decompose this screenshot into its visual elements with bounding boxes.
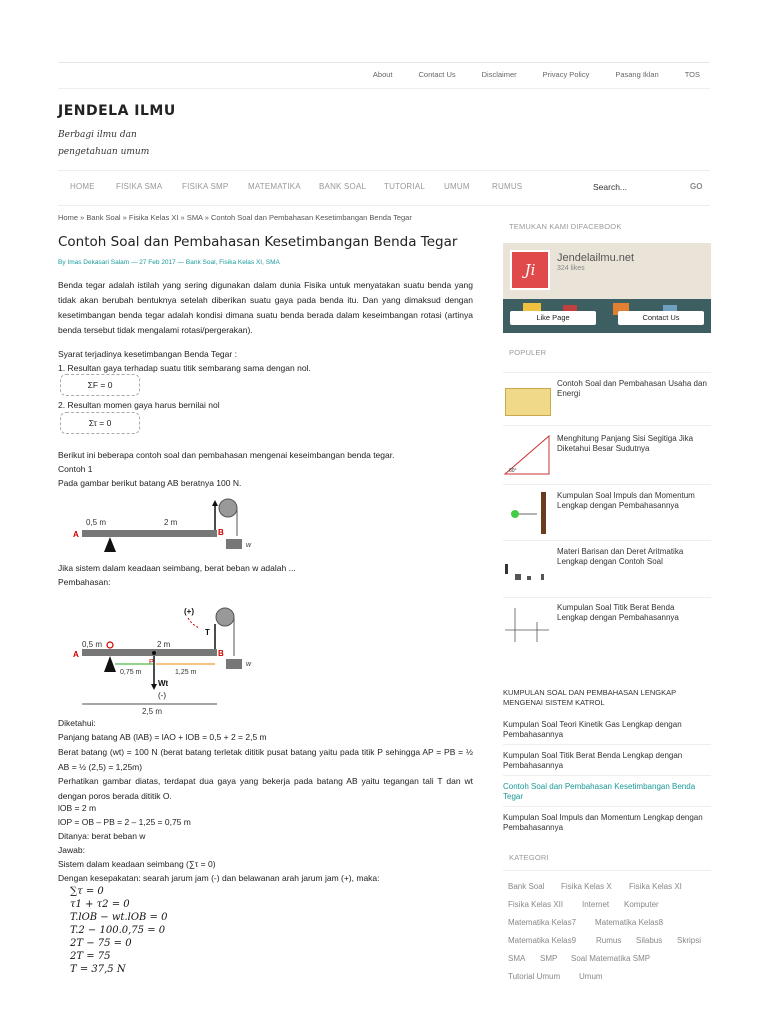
fb-like-button[interactable]: Like Page — [510, 311, 596, 325]
fig2-dist-25: 2,5 m — [142, 707, 163, 716]
formula-sigma-f: ΣF = 0 — [60, 374, 140, 396]
diketahui-1: Panjang batang AB (lAB) = lAO + lOB = 0,5 + 2 = 2,5 m — [58, 732, 267, 742]
kategori-tag[interactable]: Matematika Kelas8 — [595, 918, 664, 927]
topnav-privacy[interactable]: Privacy Policy — [542, 70, 590, 79]
fig1-dist-2: 2 m — [164, 518, 178, 527]
kategori-tag[interactable]: Matematika Kelas9 — [508, 936, 577, 945]
nav-tutorial[interactable]: TUTORIAL — [384, 182, 426, 191]
contoh-label: Contoh 1 — [58, 464, 93, 474]
breadcrumb[interactable]: Home » Bank Soal » Fisika Kelas XI » SMA » Contoh Soal dan Pembahasan Kesetimbangan Benda Tegar — [58, 213, 412, 222]
diketahui-2: Berat batang (wt) = 100 N (berat batang terletak dititik pusat batang yaitu pada titik P sehingga AP = PB = ½ AB = ½ (2,5) = 1,25m) — [58, 747, 473, 772]
fig2-dist-075: 0,75 m — [120, 669, 142, 676]
jika-text: Jika sistem dalam keadaan seimbang, berat beban w adalah ... — [58, 563, 296, 573]
kategori-tag[interactable]: Skripsi — [677, 936, 702, 945]
fb-contact-button[interactable]: Contact Us — [618, 311, 704, 325]
ditanya-text: Ditanya: berat beban w — [58, 831, 146, 841]
top-divider — [58, 62, 710, 63]
fb-page-name[interactable]: Jendelailmu.net — [557, 252, 635, 264]
kategori-tag[interactable]: Umum — [579, 972, 603, 981]
populer-item-2[interactable]: Menghitung Panjang Sisi Segitiga Jika Diketahui Besar Sudutnya — [557, 434, 694, 453]
populer-thumb-1[interactable] — [503, 378, 551, 420]
kumpulan-link-3-active[interactable]: Contoh Soal dan Pembahasan Kesetimbangan Benda Tegar — [503, 782, 696, 801]
divider — [503, 806, 711, 807]
fig1-label-b: B — [218, 528, 224, 537]
pembahasan-label: Pembahasan: — [58, 577, 111, 587]
jawab-2: Dengan kesepakatan: searah jarum jam (-) dan belawanan arah jarum jam (+), maka: — [58, 873, 380, 883]
populer-item-5[interactable]: Kumpulan Soal Titik Berat Benda Lengkap dengan Pembahasannya — [557, 603, 679, 622]
fig2-label-w: w — [246, 661, 252, 668]
equation-line: 2T − 75 = 0 — [70, 938, 132, 949]
lever-figure-1 — [60, 494, 280, 558]
populer-thumb-4[interactable] — [503, 546, 553, 592]
kategori-tag[interactable]: Silabus — [636, 936, 663, 945]
formula-sigma-tau: Στ = 0 — [60, 412, 140, 434]
fig1-label-a: A — [73, 530, 79, 539]
topnav-tos[interactable]: TOS — [684, 70, 700, 79]
kategori-tag[interactable]: Fisika Kelas XI — [629, 882, 682, 891]
fig2-dist-05: 0,5 m — [82, 640, 103, 649]
fb-widget[interactable] — [503, 243, 711, 333]
fb-page-logo: Ji — [510, 250, 550, 290]
nav-umum[interactable]: UMUM — [444, 182, 470, 191]
kumpulan-heading: KUMPULAN SOAL DAN PEMBAHASAN LENGKAP MENGENAI SISTEM KATROL — [503, 688, 676, 707]
nav-rumus[interactable]: RUMUS — [492, 182, 523, 191]
fig2-plus: (+) — [184, 607, 194, 616]
nav-home[interactable]: HOME — [70, 182, 95, 191]
diketahui-3: Perhatikan gambar diatas, terdapat dua gaya yang bekerja pada batang AB yaitu tegangan tali T dan wt dengan poros berada dititik O. — [58, 776, 473, 801]
svg-text:60°: 60° — [509, 468, 517, 474]
syarat-2: 2. Resultan momen gaya harus bernilai nol — [58, 400, 220, 410]
fig2-label-p: P — [149, 659, 154, 666]
main-nav — [58, 170, 710, 206]
divider — [503, 372, 711, 373]
populer-thumb-5[interactable] — [503, 602, 553, 648]
search-go-button[interactable]: GO — [690, 182, 703, 191]
divider — [503, 870, 711, 871]
topnav-contact[interactable]: Contact Us — [418, 70, 456, 79]
post-meta[interactable]: By Imas Dekasari Salam — 27 Feb 2017 — Bank Soal, Fisika Kelas XI, SMA — [58, 259, 280, 266]
kategori-tag[interactable]: Matematika Kelas7 — [508, 918, 577, 927]
kategori-tag[interactable]: Rumus — [596, 936, 622, 945]
divider — [503, 597, 711, 598]
fig2-label-t: T — [205, 628, 210, 637]
equation-line: T.2 − 100.0,75 = 0 — [70, 925, 166, 936]
kumpulan-link-1[interactable]: Kumpulan Soal Teori Kinetik Gas Lengkap dengan Pembahasannya — [503, 720, 682, 739]
jawab-label: Jawab: — [58, 845, 85, 855]
diketahui-4: lOB = 2 m — [58, 803, 97, 813]
equation-line: T = 37,5 N — [70, 964, 126, 975]
divider — [503, 540, 711, 541]
topnav-bottom-divider — [58, 88, 710, 89]
diketahui-label: Diketahui: — [58, 718, 96, 728]
jawab-1: Sistem dalam keadaan seimbang (∑τ = 0) — [58, 859, 216, 869]
topnav-about[interactable]: About — [372, 70, 393, 79]
kategori-tag[interactable]: SMA — [508, 954, 526, 963]
fig2-label-wt: Wt — [158, 679, 169, 688]
diketahui-5: lOP = OB – PB = 2 – 1,25 = 0,75 m — [58, 817, 191, 827]
populer-thumb-2[interactable] — [503, 432, 553, 478]
populer-item-1[interactable]: Contoh Soal dan Pembahasan Usaha dan Energi — [557, 379, 707, 398]
kategori-tag[interactable]: Bank Soal — [508, 882, 545, 891]
top-nav — [347, 70, 700, 79]
equation-line: 2T = 75 — [70, 951, 111, 962]
soal-text: Pada gambar berikut batang AB beratnya 100 N. — [58, 478, 242, 488]
fig2-label-a: A — [73, 650, 79, 659]
kategori-tag[interactable]: Fisika Kelas XII — [508, 900, 564, 909]
intro-paragraph: Benda tegar adalah istilah yang sering digunakan dalam dunia Fisika untuk menyatakan suatu benda yang tidak akan berubah bentuknya setelah diberikan suatu gaya pada benda itu. Dan yang dimaksud dengan kesetimbangan benda tegar adalah kondisi dimana suatu benda berada dalam keseimbangan rotasi (artinya benda tersebut tidak mengalami rotasi/pergerakan). — [58, 280, 473, 335]
kumpulan-link-2[interactable]: Kumpulan Soal Titik Berat Benda Lengkap dengan Pembahasannya — [503, 751, 683, 770]
populer-heading: POPULER — [509, 348, 547, 357]
divider — [503, 425, 711, 426]
equation-line: T.lOB − wt.lOB = 0 — [70, 912, 168, 923]
fig1-label-w: w — [246, 542, 252, 549]
populer-item-3[interactable]: Kumpulan Soal Impuls dan Momentum Lengkap dengan Pembahasannya — [557, 491, 695, 510]
nav-fisika-sma[interactable]: FISIKA SMA — [116, 182, 163, 191]
topnav-iklan[interactable]: Pasang Iklan — [615, 70, 659, 79]
divider — [503, 484, 711, 485]
fb-heading: TEMUKAN KAMI DIFACEBOOK — [509, 222, 622, 231]
kategori-tag[interactable]: Soal Matematika SMP — [571, 954, 651, 963]
kategori-tag[interactable]: SMP — [540, 954, 558, 963]
fig2-dist-2: 2 m — [157, 640, 171, 649]
site-tagline: Berbagi ilmu dan pengetahuan umum — [58, 130, 150, 157]
kategori-tag[interactable]: Komputer — [624, 900, 659, 909]
divider — [503, 775, 711, 776]
nav-fisika-smp[interactable]: FISIKA SMP — [182, 182, 229, 191]
topnav-disclaimer[interactable]: Disclaimer — [481, 70, 517, 79]
divider — [503, 744, 711, 745]
syarat-1: 1. Resultan gaya terhadap suatu titik sembarang sama dengan nol. — [58, 363, 311, 373]
nav-matematika[interactable]: MATEMATIKA — [248, 182, 301, 191]
kategori-heading: KATEGORI — [509, 853, 549, 862]
post-title: Contoh Soal dan Pembahasan Kesetimbangan Benda Tegar — [58, 234, 458, 250]
berikut-text: Berikut ini beberapa contoh soal dan pembahasan mengenai keseimbangan benda tegar. — [58, 450, 395, 460]
populer-thumb-3[interactable] — [503, 490, 553, 536]
kumpulan-link-4[interactable]: Kumpulan Soal Impuls dan Momentum Lengkap dengan Pembahasannya — [503, 813, 703, 832]
syarat-text: Syarat terjadinya kesetimbangan Benda Tegar : — [58, 349, 237, 359]
equation-line: ∑τ = 0 — [70, 886, 104, 897]
kategori-tags — [503, 878, 713, 988]
search-input[interactable]: Search... — [593, 182, 628, 192]
fig2-minus: (-) — [158, 691, 166, 700]
lever-figure-2 — [60, 600, 280, 716]
site-logo[interactable]: JENDELA ILMU — [58, 103, 176, 119]
fig1-dist-05: 0,5 m — [86, 518, 107, 527]
kategori-tag[interactable]: Internet — [582, 900, 610, 909]
kategori-tag[interactable]: Tutorial Umum — [508, 972, 561, 981]
nav-bank-soal[interactable]: BANK SOAL — [319, 182, 367, 191]
fig2-dist-125: 1,25 m — [175, 669, 197, 676]
fig2-label-b: B — [218, 649, 224, 658]
equation-line: τ1 + τ2 = 0 — [70, 899, 130, 910]
fb-likes-count: 324 likes — [557, 265, 585, 272]
kategori-tag[interactable]: Fisika Kelas X — [561, 882, 612, 891]
populer-item-4[interactable]: Materi Barisan dan Deret Aritmatika Lengkap dengan Contoh Soal — [557, 547, 684, 566]
